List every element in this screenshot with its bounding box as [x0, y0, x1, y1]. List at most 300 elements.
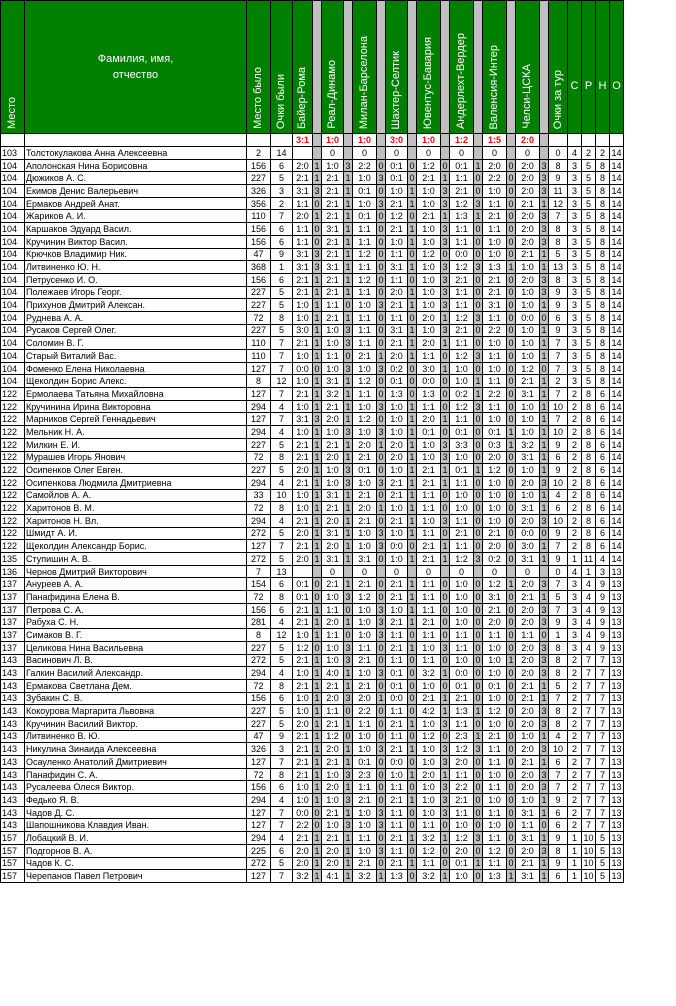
row-points-round: 7	[549, 781, 568, 794]
row-prediction-points: 3	[345, 160, 351, 171]
row-r: 5	[582, 261, 596, 274]
row-prediction-points: 1	[409, 287, 415, 298]
row-prediction-points: 0	[378, 706, 384, 717]
row-o: 14	[611, 300, 622, 311]
table-row	[1, 362, 624, 375]
row-place: 143	[1, 819, 25, 832]
row-n: 8	[596, 261, 610, 274]
row-points-round: 2	[549, 375, 568, 388]
row-r: 7	[582, 819, 596, 832]
row-prediction-points: 1	[314, 706, 320, 717]
row-prediction: 1:0	[516, 489, 540, 502]
row-prediction-points: 1	[475, 858, 481, 869]
table-row	[1, 375, 624, 388]
table-row	[1, 451, 624, 464]
row-prediction-points: 0	[442, 604, 448, 615]
row-prediction: 1:0	[293, 350, 313, 363]
row-place-before: 72	[247, 768, 271, 781]
row-points-before: 4	[271, 794, 293, 807]
row-prediction-points: 3	[378, 528, 384, 539]
row-prediction-points: 1	[314, 744, 320, 755]
row-r: 7	[582, 743, 596, 756]
row-points-before: 3	[271, 743, 293, 756]
row-points-before: 6	[271, 692, 293, 705]
row-prediction: 2:0	[483, 616, 507, 629]
results-blank	[596, 134, 610, 147]
row-prediction-points: 0	[508, 591, 514, 602]
row-prediction: 2:1	[450, 794, 474, 807]
row-place: 104	[1, 172, 25, 185]
row-prediction-points: 1	[442, 338, 448, 349]
row-prediction-points: 0	[475, 541, 481, 552]
col-header-match-6: Андерлехт-Вердер	[450, 1, 474, 134]
row-prediction: 2:0	[322, 692, 344, 705]
row-place: 137	[1, 603, 25, 616]
row-place: 104	[1, 223, 25, 236]
row-prediction: 1:0	[483, 667, 507, 680]
row-s: 2	[568, 692, 582, 705]
row-place-before: 110	[247, 350, 271, 363]
row-prediction-points: 1	[541, 756, 547, 767]
row-o: 13	[611, 566, 622, 577]
row-prediction: 1:1	[450, 223, 474, 236]
row-prediction-points: 0	[475, 579, 481, 590]
row-name: Шапошникова Клавдия Иван.	[25, 819, 247, 832]
match-result-7: 1:5	[483, 134, 507, 147]
row-o: 14	[611, 249, 622, 260]
row-s: 2	[568, 705, 582, 718]
row-prediction: 3:2	[353, 870, 377, 883]
row-points-round: 9	[549, 172, 568, 185]
row-r: 5	[582, 185, 596, 198]
row-prediction-points: 0	[442, 591, 448, 602]
row-n: 7	[596, 679, 610, 692]
row-prediction: 0:0	[386, 756, 408, 769]
row-prediction: 1:0	[450, 591, 474, 604]
row-prediction-points: 1	[541, 503, 547, 514]
row-o: 14	[611, 490, 622, 501]
row-prediction-points: 1	[508, 579, 514, 590]
row-prediction: 2:0	[322, 413, 344, 426]
row-points-before: 8	[271, 502, 293, 515]
row-prediction: 1:1	[386, 248, 408, 261]
row-prediction-points: 0	[442, 388, 448, 399]
row-r: 5	[582, 350, 596, 363]
row-prediction-points: 0	[475, 300, 481, 311]
row-prediction: 2:0	[516, 159, 540, 172]
row-place-before: 110	[247, 210, 271, 223]
row-prediction: 2:2	[483, 388, 507, 401]
row-prediction: 1:0	[353, 400, 377, 413]
row-o: 14	[611, 223, 622, 234]
table-row	[1, 489, 624, 502]
row-place: 137	[1, 578, 25, 591]
row-prediction: 3:1	[516, 806, 540, 819]
row-prediction-points: 0	[508, 718, 514, 729]
row-prediction-points: 0	[378, 236, 384, 247]
row-prediction: 2:0	[516, 717, 540, 730]
row-prediction-points: 3	[541, 223, 547, 234]
row-points-before: 5	[271, 641, 293, 654]
row-place: 157	[1, 844, 25, 857]
row-prediction: 0:0	[386, 692, 408, 705]
row-prediction-points: 3	[345, 655, 351, 666]
row-prediction-points: 0	[442, 401, 448, 412]
row-prediction-points: 1	[409, 617, 415, 628]
row-prediction: 1:0	[417, 679, 441, 692]
row-s: 1	[568, 857, 582, 870]
results-blank	[271, 134, 293, 147]
row-prediction: 2:1	[293, 768, 313, 781]
row-prediction-points	[474, 565, 483, 578]
row-prediction-points: 1	[345, 185, 351, 196]
row-prediction-points: 0	[475, 452, 481, 463]
row-place-before: 72	[247, 679, 271, 692]
row-prediction-points: 0	[442, 858, 448, 869]
row-prediction: 1:2	[353, 273, 377, 286]
row-r: 4	[582, 603, 596, 616]
row-prediction: 3:2	[417, 667, 441, 680]
row-prediction: 1:0	[353, 540, 377, 553]
row-prediction-points: 0	[409, 211, 415, 222]
row-s: 3	[568, 629, 582, 642]
row-prediction-points: 3	[442, 515, 448, 526]
row-prediction-points: 1	[345, 262, 351, 273]
row-prediction-points: 3	[378, 198, 384, 209]
row-name: Осипенков Олег Евген.	[25, 464, 247, 477]
row-prediction: 3:2	[516, 438, 540, 451]
table-row	[1, 768, 624, 781]
row-prediction: 1:0	[353, 527, 377, 540]
row-prediction-points: 0	[409, 388, 415, 399]
row-prediction-points: 0	[508, 300, 514, 311]
row-prediction: 2:1	[293, 451, 313, 464]
row-r: 8	[582, 527, 596, 540]
row-place-before: 72	[247, 591, 271, 604]
row-prediction-points: 0	[314, 820, 320, 831]
row-prediction-points: 0	[475, 185, 481, 196]
row-prediction: 1:0	[483, 489, 507, 502]
row-prediction-points: 1	[475, 388, 481, 399]
row-prediction: 1:2	[483, 578, 507, 591]
row-o: 13	[611, 858, 622, 869]
row-prediction: 1:1	[483, 629, 507, 642]
row-place-before: 294	[247, 832, 271, 845]
row-prediction-points: 0	[541, 363, 547, 374]
row-prediction-points: 1	[345, 503, 351, 514]
row-r: 5	[582, 286, 596, 299]
row-prediction-points: 0	[409, 680, 415, 691]
row-prediction-points: 3	[345, 693, 351, 704]
row-prediction: 3:3	[450, 438, 474, 451]
table-row	[1, 223, 624, 236]
row-prediction-points: 3	[442, 756, 448, 767]
col-header-match-8: Челси-ЦСКА	[516, 1, 540, 134]
row-points-before: 13	[271, 565, 293, 578]
row-s: 2	[568, 464, 582, 477]
row-prediction-points: 1	[442, 414, 448, 425]
row-points-round: 9	[549, 857, 568, 870]
row-prediction-points: 0	[475, 756, 481, 767]
row-s: 2	[568, 756, 582, 769]
row-place: 157	[1, 832, 25, 845]
row-points-before: 7	[271, 413, 293, 426]
row-prediction: 1:0	[293, 311, 313, 324]
row-name: Литвиненко В. Ю.	[25, 730, 247, 743]
row-o: 14	[611, 147, 622, 158]
row-prediction-points: 0	[378, 731, 384, 742]
row-n: 8	[596, 273, 610, 286]
row-prediction-points: 0	[475, 655, 481, 666]
row-prediction: 2:0	[516, 705, 540, 718]
row-s: 3	[568, 641, 582, 654]
row-prediction: 1:2	[483, 844, 507, 857]
row-prediction-points: 1	[442, 173, 448, 184]
row-prediction: 2:1	[293, 679, 313, 692]
row-prediction: 1:0	[483, 654, 507, 667]
row-points-round: 9	[549, 438, 568, 451]
row-r: 5	[582, 197, 596, 210]
row-prediction: 2:0	[516, 210, 540, 223]
row-prediction-points: 0	[508, 858, 514, 869]
row-prediction-points: 1	[541, 439, 547, 450]
row-o: 13	[611, 591, 622, 602]
row-name: Панафидин С. А.	[25, 768, 247, 781]
row-s: 2	[568, 489, 582, 502]
row-prediction-points: 1	[409, 198, 415, 209]
row-place-before: 356	[247, 197, 271, 210]
results-sep	[377, 134, 386, 147]
row-prediction-points: 1	[442, 693, 448, 704]
row-prediction-points: 1	[314, 439, 320, 450]
row-prediction: 1:1	[417, 629, 441, 642]
row-prediction-points: 1	[475, 160, 481, 171]
row-prediction-points: 1	[541, 807, 547, 818]
row-name: Полежаев Игорь Георг.	[25, 286, 247, 299]
row-prediction-points: 3	[541, 185, 547, 196]
row-points-round: 9	[549, 464, 568, 477]
table-row	[1, 616, 624, 629]
row-prediction: 2:1	[386, 832, 408, 845]
row-name: Харитонов Н. Вл.	[25, 514, 247, 527]
table-row	[1, 844, 624, 857]
row-place-before: 72	[247, 502, 271, 515]
row-place: 104	[1, 337, 25, 350]
row-points-round: 9	[549, 324, 568, 337]
row-name: Черепанов Павел Петрович	[25, 870, 247, 883]
row-prediction: 2:0	[516, 654, 540, 667]
row-prediction-points: 1	[378, 871, 384, 882]
row-n: 8	[596, 362, 610, 375]
table-row	[1, 794, 624, 807]
row-prediction-points: 0	[442, 376, 448, 387]
row-prediction: 1:1	[417, 591, 441, 604]
row-prediction: 2:1	[293, 337, 313, 350]
row-prediction: 1:1	[516, 629, 540, 642]
row-points-round: 8	[549, 844, 568, 857]
row-prediction-points: 0	[409, 871, 415, 882]
row-points-before: 7	[271, 819, 293, 832]
row-prediction: 0	[450, 565, 474, 578]
col-header-match-5: Ювентус-Бавария	[417, 1, 441, 134]
row-prediction-points: 1	[409, 642, 415, 653]
row-prediction-points: 0	[378, 782, 384, 793]
row-place-before: 227	[247, 641, 271, 654]
row-prediction-points: 0	[475, 794, 481, 805]
row-s: 3	[568, 375, 582, 388]
row-place-before: 294	[247, 514, 271, 527]
table-row	[1, 565, 624, 578]
row-points-before: 4	[271, 426, 293, 439]
row-n: 9	[596, 603, 610, 616]
row-prediction-points: 1	[345, 198, 351, 209]
row-prediction-points: 3	[314, 249, 320, 260]
row-name: Прихунов Дмитрий Алексан.	[25, 299, 247, 312]
row-prediction: 1:0	[483, 514, 507, 527]
row-prediction: 1:0	[417, 641, 441, 654]
row-name: Русаков Сергей Олег.	[25, 324, 247, 337]
row-prediction-points: 0	[508, 414, 514, 425]
row-prediction-points: 0	[475, 718, 481, 729]
row-prediction-points: 0	[409, 249, 415, 260]
row-name: Жариков А. И.	[25, 210, 247, 223]
row-points-round: 8	[549, 705, 568, 718]
row-r: 5	[582, 223, 596, 236]
row-prediction: 2:1	[322, 717, 344, 730]
row-name: Кручинин Василий Виктор.	[25, 717, 247, 730]
row-prediction: 1:0	[417, 781, 441, 794]
row-prediction: 4:0	[322, 667, 344, 680]
row-prediction: 2:0	[417, 768, 441, 781]
row-prediction-points: 0	[314, 223, 320, 234]
row-points-before: 8	[271, 768, 293, 781]
row-prediction-points: 0	[541, 820, 547, 831]
table-row	[1, 553, 624, 566]
row-prediction-points: 0	[314, 363, 320, 374]
row-place: 143	[1, 730, 25, 743]
row-points-round: 7	[549, 578, 568, 591]
row-points-before: 6	[271, 159, 293, 172]
results-blank	[610, 134, 624, 147]
row-prediction: 0:1	[483, 426, 507, 439]
row-prediction: 2:1	[516, 692, 540, 705]
row-prediction: 1:1	[293, 197, 313, 210]
row-s: 2	[568, 819, 582, 832]
row-n: 7	[596, 781, 610, 794]
row-prediction: 1:2	[450, 832, 474, 845]
row-prediction-points: 0	[345, 604, 351, 615]
row-r: 2	[582, 147, 596, 160]
table-row	[1, 578, 624, 591]
row-name: Марников Сергей Геннадьевич	[25, 413, 247, 426]
row-prediction-points: 1	[345, 845, 351, 856]
row-r: 8	[582, 451, 596, 464]
row-s: 3	[568, 210, 582, 223]
results-blank	[1, 134, 25, 147]
row-prediction: 2:0	[293, 717, 313, 730]
row-prediction-points: 0	[508, 693, 514, 704]
row-prediction-points: 1	[409, 185, 415, 196]
row-prediction: 1:0	[293, 489, 313, 502]
row-prediction-points: 3	[378, 744, 384, 755]
row-prediction: 2:0	[417, 413, 441, 426]
row-prediction: 2:1	[353, 514, 377, 527]
row-o: 13	[611, 680, 622, 691]
row-prediction-points: 0	[475, 515, 481, 526]
row-prediction: 1:1	[483, 857, 507, 870]
row-prediction-points: 0	[378, 756, 384, 767]
row-name: Федько Я. В.	[25, 794, 247, 807]
row-n: 3	[596, 565, 610, 578]
row-prediction: 2:0	[293, 159, 313, 172]
row-prediction-points: 0	[378, 287, 384, 298]
row-prediction-points: 3	[442, 236, 448, 247]
row-prediction-points: 0	[442, 629, 448, 640]
row-points-round: 8	[549, 159, 568, 172]
row-points-round: 8	[549, 235, 568, 248]
row-s: 2	[568, 717, 582, 730]
row-prediction-points: 0	[409, 807, 415, 818]
row-prediction: 2:1	[322, 400, 344, 413]
row-points-before: 5	[271, 172, 293, 185]
row-r: 5	[582, 299, 596, 312]
row-prediction-points: 0	[475, 845, 481, 856]
row-prediction-points: 1	[314, 731, 320, 742]
row-o: 14	[611, 350, 622, 361]
row-prediction-points: 0	[508, 249, 514, 260]
row-points-before: 10	[271, 489, 293, 502]
row-prediction: 2:1	[386, 717, 408, 730]
row-prediction: 1:0	[386, 553, 408, 566]
row-o: 13	[611, 769, 622, 780]
row-n: 6	[596, 502, 610, 515]
row-prediction-points: 0	[475, 591, 481, 602]
row-prediction-points: 3	[442, 452, 448, 463]
row-prediction-points: 3	[541, 642, 547, 653]
row-prediction-points: 1	[409, 426, 415, 437]
row-prediction: 0:1	[386, 679, 408, 692]
row-place-before: 156	[247, 273, 271, 286]
row-prediction-points: 1	[378, 439, 384, 450]
row-prediction-points: 1	[314, 211, 320, 222]
row-name: Дюжиков А. С.	[25, 172, 247, 185]
row-place: 122	[1, 426, 25, 439]
row-points-before: 5	[271, 553, 293, 566]
row-prediction-points: 3	[378, 300, 384, 311]
row-prediction-points: 3	[378, 604, 384, 615]
row-prediction: 2:1	[293, 832, 313, 845]
row-prediction-points: 3	[541, 744, 547, 755]
table-row	[1, 400, 624, 413]
row-prediction-points: 1	[314, 629, 320, 640]
row-prediction: 1:0	[417, 299, 441, 312]
row-s: 3	[568, 591, 582, 604]
row-prediction-points: 0	[475, 617, 481, 628]
row-prediction-points: 1	[541, 490, 547, 501]
row-points-before: 5	[271, 705, 293, 718]
row-prediction-points: 1	[475, 465, 481, 476]
row-points-round: 0	[549, 565, 568, 578]
row-prediction-points: 1	[409, 236, 415, 247]
row-name: Щеколдин Александр Борис.	[25, 540, 247, 553]
row-place-before: 154	[247, 578, 271, 591]
row-points-before: 5	[271, 299, 293, 312]
row-prediction-points: 0	[475, 439, 481, 450]
row-prediction-points: 1	[541, 325, 547, 336]
row-name: Галкин Василий Александр.	[25, 667, 247, 680]
row-prediction-points: 0	[508, 642, 514, 653]
row-prediction: 2:1	[322, 286, 344, 299]
